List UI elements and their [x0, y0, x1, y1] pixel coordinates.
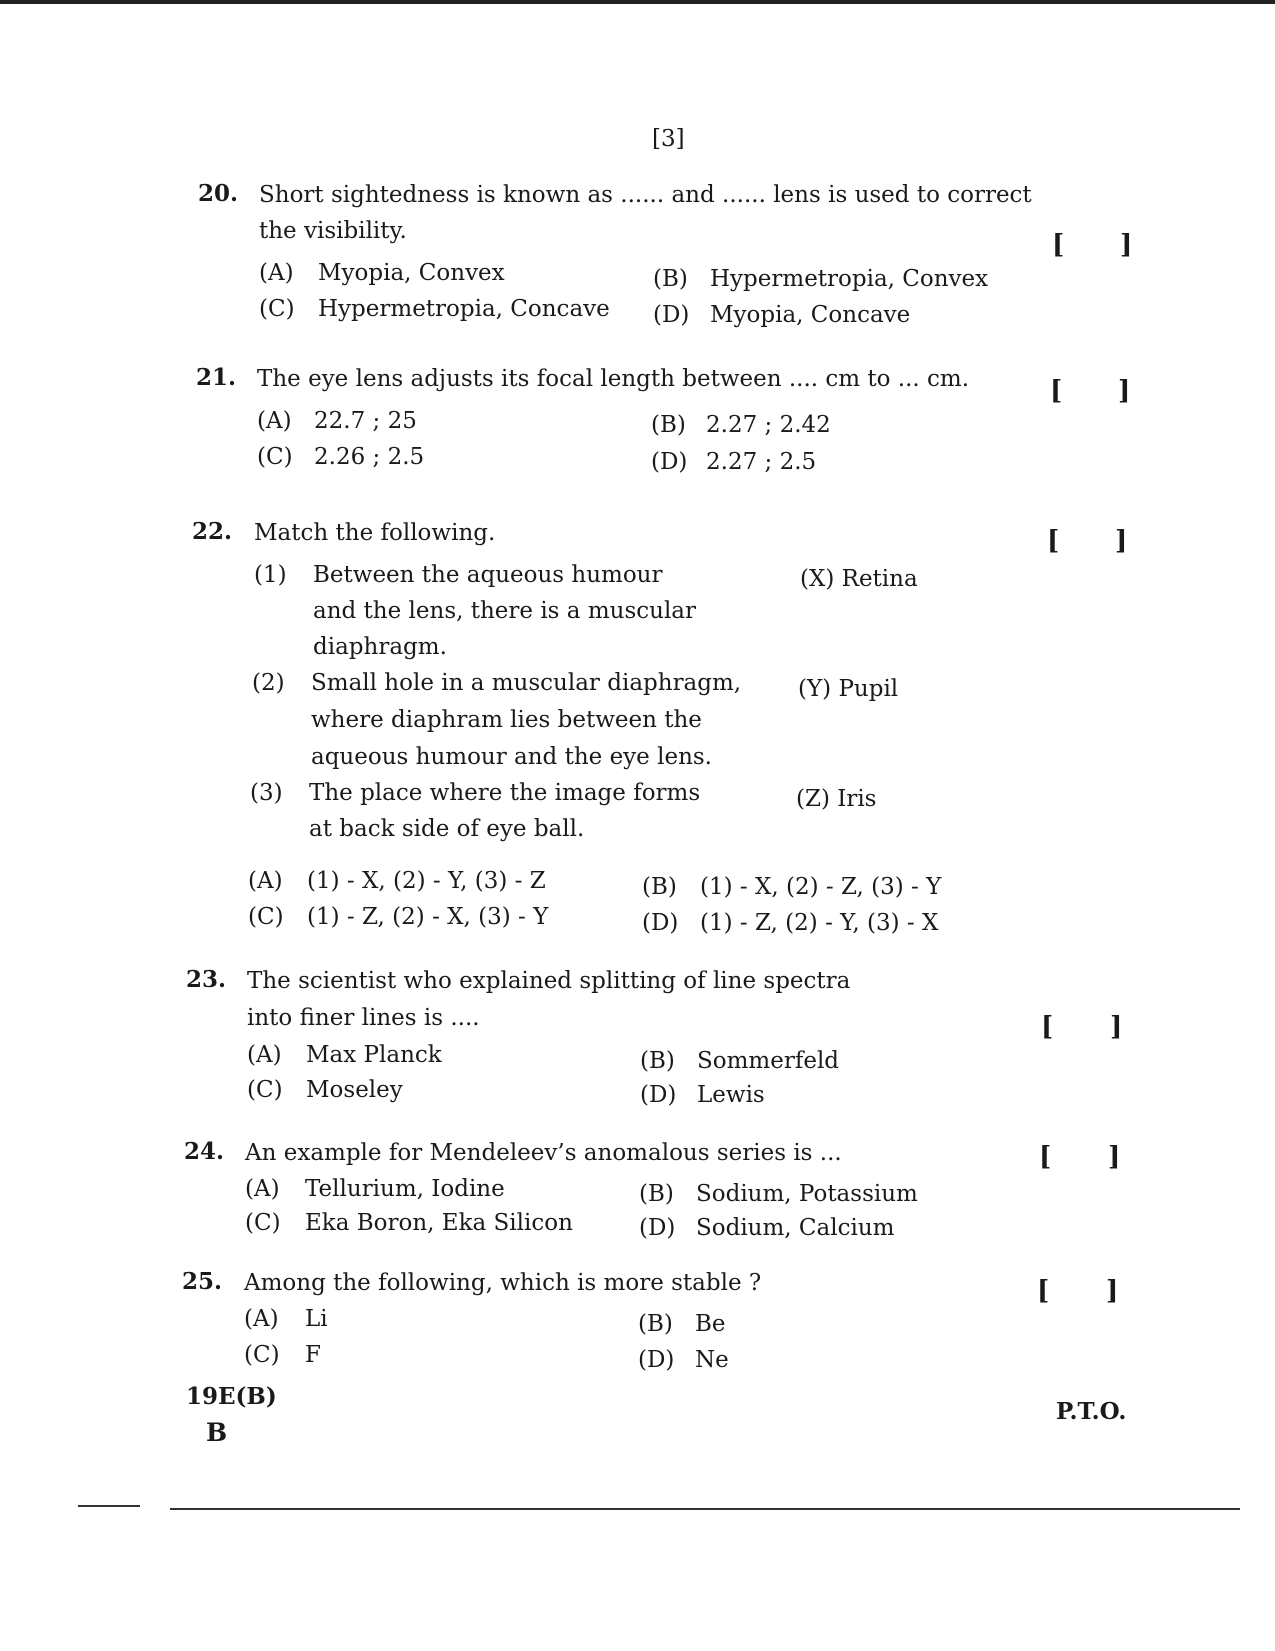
match-item-line: diaphragm. — [313, 634, 447, 660]
option-label: (C) — [247, 1077, 283, 1103]
option-label: (D) — [651, 449, 688, 475]
question-text-line: The scientist who explained splitting of line spectra — [247, 968, 851, 994]
option-label: (C) — [259, 296, 295, 322]
answer-bracket-open: [ — [1037, 1276, 1050, 1306]
top-border-line — [0, 0, 1275, 4]
option-text: Sodium, Calcium — [696, 1215, 895, 1241]
option-text: Lewis — [697, 1082, 765, 1108]
answer-bracket-close: ] — [1118, 376, 1131, 406]
option-label: (D) — [640, 1082, 677, 1108]
option-text: Myopia, Concave — [710, 302, 911, 328]
option-text: 2.27 ; 2.5 — [706, 449, 817, 475]
option-text: Myopia, Convex — [318, 260, 505, 286]
answer-bracket-open: [ — [1041, 1012, 1054, 1042]
match-right-item: (Y) Pupil — [798, 676, 899, 702]
answer-bracket-open: [ — [1039, 1142, 1052, 1172]
option-text: Sommerfeld — [697, 1048, 840, 1074]
option-text: Ne — [695, 1347, 729, 1373]
option-text: 2.27 ; 2.42 — [706, 412, 831, 438]
option-text: (1) - X, (2) - Z, (3) - Y — [700, 874, 942, 900]
option-text: 22.7 ; 25 — [314, 408, 417, 434]
option-label: (A) — [247, 1042, 282, 1068]
match-item-line: at back side of eye ball. — [309, 816, 585, 842]
question-text-line: the visibility. — [259, 218, 407, 244]
option-label: (C) — [245, 1210, 281, 1236]
option-label: (D) — [638, 1347, 675, 1373]
question-text-line: into finer lines is .... — [247, 1005, 480, 1031]
footer-code: 19E(B) — [186, 1383, 277, 1410]
option-label: (C) — [244, 1342, 280, 1368]
answer-bracket-close: ] — [1106, 1276, 1119, 1306]
answer-bracket-close: ] — [1108, 1142, 1121, 1172]
question-number: 22. — [192, 518, 233, 545]
match-right-item: (X) Retina — [800, 566, 918, 592]
match-item-line: Between the aqueous humour — [313, 562, 663, 588]
option-text: 2.26 ; 2.5 — [314, 444, 425, 470]
option-label: (A) — [248, 868, 283, 894]
question-text-line: The eye lens adjusts its focal length between .... cm to ... cm. — [257, 366, 970, 392]
question-text-line: Short sightedness is known as ...... and ...... lens is used to correct — [259, 182, 1032, 208]
option-label: (A) — [257, 408, 292, 434]
option-label: (A) — [259, 260, 294, 286]
option-text: (1) - Z, (2) - X, (3) - Y — [307, 904, 549, 930]
answer-bracket-close: ] — [1120, 230, 1133, 260]
match-item-line: aqueous humour and the eye lens. — [311, 744, 712, 770]
option-label: (D) — [639, 1215, 676, 1241]
match-item-line: where diaphram lies between the — [311, 707, 702, 733]
option-label: (C) — [257, 444, 293, 470]
option-text: Eka Boron, Eka Silicon — [305, 1210, 573, 1236]
option-label: (C) — [248, 904, 284, 930]
question-number: 20. — [198, 180, 239, 207]
option-text: F — [305, 1342, 321, 1368]
match-item-line: and the lens, there is a muscular — [313, 598, 697, 624]
answer-bracket-open: [ — [1052, 230, 1065, 260]
option-text: Hypermetropia, Convex — [710, 266, 989, 292]
page-number: [3] — [652, 126, 685, 152]
option-text: Sodium, Potassium — [696, 1181, 918, 1207]
question-number: 21. — [196, 364, 237, 391]
question-number: 23. — [186, 966, 227, 993]
match-item-number: (3) — [250, 780, 283, 806]
answer-bracket-close: ] — [1110, 1012, 1123, 1042]
question-number: 24. — [184, 1138, 225, 1165]
option-label: (B) — [651, 412, 686, 438]
footer-set: B — [206, 1418, 228, 1447]
pto-label: P.T.O. — [1056, 1398, 1127, 1425]
bottom-rule-short — [78, 1505, 140, 1507]
answer-bracket-open: [ — [1047, 526, 1060, 556]
bottom-rule — [170, 1508, 1240, 1510]
question-text-line: Among the following, which is more stable ? — [244, 1270, 762, 1296]
option-label: (A) — [245, 1176, 280, 1202]
option-text: Be — [695, 1311, 726, 1337]
question-number: 25. — [182, 1268, 223, 1295]
option-label: (B) — [642, 874, 677, 900]
question-text-line: An example for Mendeleev’s anomalous series is ... — [245, 1140, 842, 1166]
option-label: (D) — [653, 302, 690, 328]
option-text: Moseley — [306, 1077, 403, 1103]
option-text: (1) - Z, (2) - Y, (3) - X — [700, 910, 939, 936]
match-item-line: The place where the image forms — [309, 780, 701, 806]
option-label: (D) — [642, 910, 679, 936]
question-text-line: Match the following. — [254, 520, 496, 546]
option-text: (1) - X, (2) - Y, (3) - Z — [307, 868, 546, 894]
option-text: Li — [305, 1306, 328, 1332]
option-label: (B) — [638, 1311, 673, 1337]
match-item-number: (1) — [254, 562, 287, 588]
option-label: (A) — [244, 1306, 279, 1332]
option-text: Hypermetropia, Concave — [318, 296, 610, 322]
option-text: Max Planck — [306, 1042, 442, 1068]
answer-bracket-close: ] — [1115, 526, 1128, 556]
option-label: (B) — [653, 266, 688, 292]
option-text: Tellurium, Iodine — [305, 1176, 505, 1202]
match-item-number: (2) — [252, 670, 285, 696]
answer-bracket-open: [ — [1050, 376, 1063, 406]
option-label: (B) — [639, 1181, 674, 1207]
option-label: (B) — [640, 1048, 675, 1074]
match-item-line: Small hole in a muscular diaphragm, — [311, 670, 742, 696]
match-right-item: (Z) Iris — [796, 786, 877, 812]
